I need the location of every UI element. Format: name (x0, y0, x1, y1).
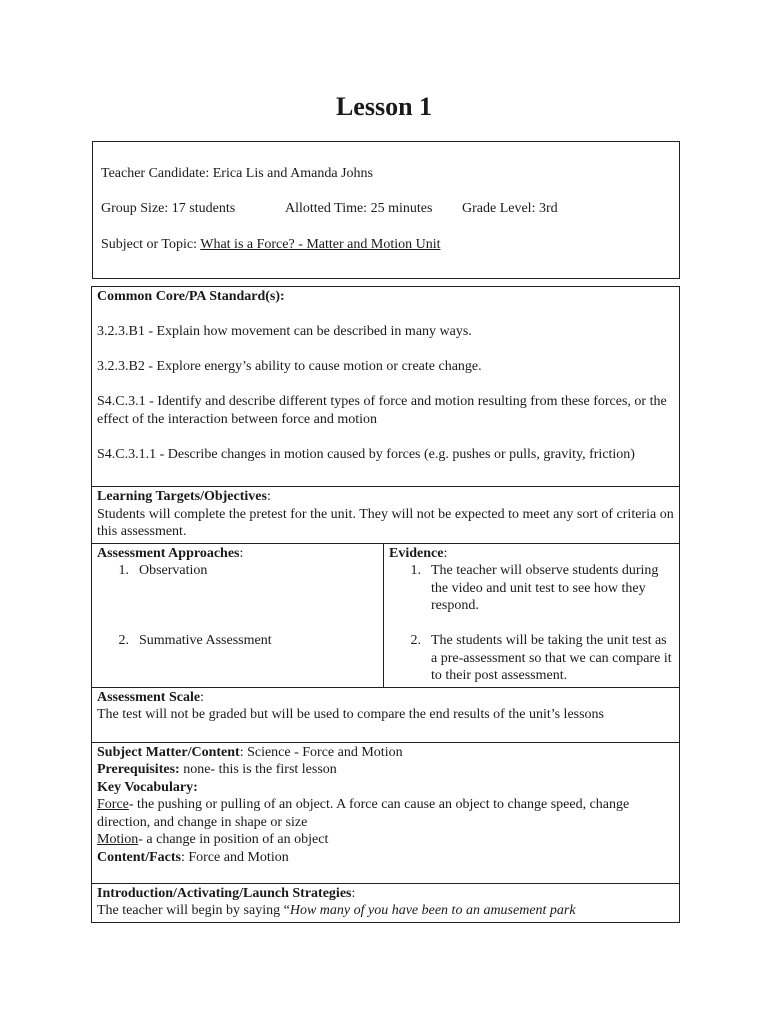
standards-heading: Common Core/PA Standard(s): (97, 289, 285, 304)
subject-matter-cell: Subject Matter/Content: Science - Force and Motion Prerequisites: none- this is the first lesson Key Vocabulary: Force- the pushing or pulling of an object. A force can cause an object to change speed, change direction, and change in shape or size Motion- a change in position of an object Content/Facts: Force and Motion (92, 742, 680, 883)
subject-matter-row (92, 742, 680, 883)
grade-value: 3rd (538, 201, 558, 216)
teacher-value: Erica Lis and Amanda Johns (212, 166, 373, 181)
teacher-label: Teacher Candidate: (101, 166, 210, 181)
assessment-scale-heading: Assessment Scale (97, 689, 201, 705)
standard-item: 3.2.3.B2 - Explore energy’s ability to cause motion or create change. (97, 359, 482, 374)
group-size-value: 17 students (171, 201, 236, 216)
subject-label: Subject or Topic: (101, 237, 197, 252)
standard-item: 3.2.3.B1 - Explain how movement can be described in many ways. (97, 324, 472, 339)
intro-cell: Introduction/Activating/Launch Strategies: The teacher will begin by saying “How many of you have been to an amusement park (92, 883, 680, 922)
standards-row (92, 287, 680, 487)
time-label: Allotted Time: (285, 201, 368, 216)
content-facts-value: Force and Motion (188, 849, 289, 865)
evidence-item: 2. The students will be taking the unit test as a pre-assessment so that we can compare it to their post assessment. (410, 633, 672, 683)
evidence-cell: Evidence: 1. The teacher will observe students during the video and unit test to see how they respond. 2. The students will be taking the unit test as a pre-assessment so that we can compare it to their post assessment. (384, 543, 680, 687)
assessment-approaches-cell: Assessment Approaches: 1. Observation 2. Summative Assessment (92, 543, 384, 687)
grade-label: Grade Level: (462, 201, 536, 216)
key-vocabulary-heading: Key Vocabulary: (97, 779, 198, 795)
teacher-candidate-line (101, 166, 373, 182)
lesson-plan-table (91, 286, 680, 923)
learning-targets-heading: Learning Targets/Objectives (97, 489, 267, 504)
grade-level-line (462, 201, 558, 217)
approach-item: 2. Summative Assessment (118, 633, 272, 648)
intro-text: The teacher will begin by saying “How many of you have been to an amusement park (97, 903, 576, 918)
evidence-heading: Evidence (389, 545, 444, 561)
lesson-header-box (92, 141, 680, 279)
learning-targets-cell: Learning Targets/Objectives: Students will complete the pretest for the unit. They will not be expected to meet any sort of criteria on this assessment. (92, 487, 680, 544)
assessment-approaches-heading: Assessment Approaches (97, 545, 240, 561)
standard-item: S4.C.3.1.1 - Describe changes in motion caused by forces (e.g. pushes or pulls, gravity, friction) (97, 446, 635, 462)
learning-targets-row (92, 487, 680, 544)
assessment-scale-row (92, 687, 680, 742)
prerequisites-value: none- this is the first lesson (183, 762, 337, 777)
vocab-item: Force- the pushing or pulling of an object. A force can cause an object to change speed, change direction, and change in shape or size (97, 797, 630, 830)
subject-topic-line (101, 237, 441, 253)
content-facts-label: Content/Facts (97, 849, 181, 865)
evidence-item: 1. The teacher will observe students during the video and unit test to see how they respond. (410, 563, 659, 613)
prerequisites-label: Prerequisites: (97, 762, 180, 777)
subject-matter-value: Science - Force and Motion (247, 744, 403, 760)
time-value: 25 minutes (370, 201, 433, 216)
vocab-item: Motion- a change in position of an object (97, 832, 329, 847)
allotted-time-line (285, 201, 432, 217)
learning-targets-text: Students will complete the pretest for the unit. They will not be expected to meet any sort of criteria on this assessment. (97, 506, 674, 539)
subject-value: What is a Force? - Matter and Motion Unit (200, 237, 441, 252)
group-size-label: Group Size: (101, 201, 169, 216)
subject-matter-heading: Subject Matter/Content (97, 744, 240, 760)
assessment-scale-text: The test will not be graded but will be used to compare the end results of the unit’s lessons (97, 707, 605, 722)
group-size-line (101, 201, 235, 217)
intro-heading: Introduction/Activating/Launch Strategies (97, 885, 352, 901)
standards-cell (92, 287, 680, 487)
approach-item: 1. Observation (118, 563, 208, 578)
page-title: Lesson 1 (335, 92, 433, 121)
assessment-scale-cell: Assessment Scale: The test will not be graded but will be used to compare the end results of the unit’s lessons (92, 687, 680, 742)
assessment-row (92, 543, 680, 687)
standard-item: S4.C.3.1 - Identify and describe different types of force and motion resulting from these forces, or the effect of the interaction between force and motion (97, 394, 667, 427)
intro-row (92, 883, 680, 922)
